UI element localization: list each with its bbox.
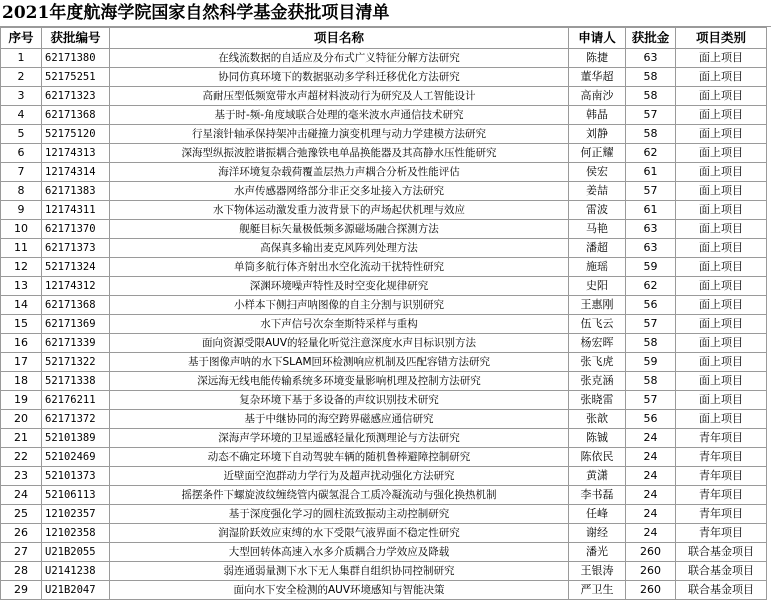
- cell-amount[interactable]: 61: [626, 163, 676, 182]
- table-row: [1, 258, 767, 277]
- table-row: [1, 182, 767, 201]
- table-row: [1, 163, 767, 182]
- table-row: [1, 49, 767, 68]
- cell-seq[interactable]: 5: [1, 125, 42, 144]
- cell-number[interactable]: 52171324: [42, 258, 110, 277]
- cell-name[interactable]: 在线流数据的自适应及分布式广义特征分解方法研究: [110, 49, 569, 68]
- table-row: [1, 429, 767, 448]
- cell-category[interactable]: 面上项目: [676, 220, 767, 239]
- cell-category[interactable]: 面上项目: [676, 410, 767, 429]
- cell-category[interactable]: 青年项目: [676, 486, 767, 505]
- cell-name[interactable]: 深海声学环境的卫星遥感轻量化预测理论与方法研究: [110, 429, 569, 448]
- cell-amount[interactable]: 62: [626, 277, 676, 296]
- cell-number[interactable]: 52106113: [42, 486, 110, 505]
- cell-name[interactable]: 深渊环境噪声特性及时空变化规律研究: [110, 277, 569, 296]
- cell-category[interactable]: 面上项目: [676, 125, 767, 144]
- cell-amount[interactable]: 58: [626, 372, 676, 391]
- cell-category[interactable]: 青年项目: [676, 505, 767, 524]
- table-row: [1, 87, 767, 106]
- cell-seq[interactable]: 2: [1, 68, 42, 87]
- table-row: [1, 410, 767, 429]
- cell-seq[interactable]: 1: [1, 49, 42, 68]
- cell-category[interactable]: 青年项目: [676, 467, 767, 486]
- header-number[interactable]: 获批编号: [42, 28, 110, 49]
- cell-amount[interactable]: 24: [626, 486, 676, 505]
- header-name[interactable]: 项目名称: [110, 28, 569, 49]
- cell-amount[interactable]: 24: [626, 505, 676, 524]
- cell-number[interactable]: 62171323: [42, 87, 110, 106]
- cell-amount[interactable]: 24: [626, 429, 676, 448]
- cell-amount[interactable]: 58: [626, 87, 676, 106]
- cell-number[interactable]: 12174312: [42, 277, 110, 296]
- cell-seq[interactable]: 24: [1, 486, 42, 505]
- table-row: [1, 220, 767, 239]
- cell-amount[interactable]: 59: [626, 353, 676, 372]
- header-applicant[interactable]: 申请人: [569, 28, 626, 49]
- cell-name[interactable]: 基于图像声呐的水下SLAM回环检测响应机制及匹配容错方法研究: [110, 353, 569, 372]
- table-row: [1, 372, 767, 391]
- cell-name[interactable]: 高耐压型低频宽带水声超材料波动行为研究及人工智能设计: [110, 87, 569, 106]
- cell-amount[interactable]: 63: [626, 220, 676, 239]
- cell-category[interactable]: 面上项目: [676, 277, 767, 296]
- cell-number[interactable]: 52175120: [42, 125, 110, 144]
- cell-seq[interactable]: 22: [1, 448, 42, 467]
- cell-seq[interactable]: 13: [1, 277, 42, 296]
- cell-number[interactable]: U21B2047: [42, 581, 110, 600]
- cell-category[interactable]: 面上项目: [676, 391, 767, 410]
- cell-applicant[interactable]: 史阳: [569, 277, 626, 296]
- cell-number[interactable]: 52175251: [42, 68, 110, 87]
- cell-number[interactable]: 62171368: [42, 296, 110, 315]
- table-row: [1, 353, 767, 372]
- cell-seq[interactable]: 25: [1, 505, 42, 524]
- cell-number[interactable]: U21B2055: [42, 543, 110, 562]
- cell-amount[interactable]: 57: [626, 391, 676, 410]
- cell-applicant[interactable]: 何正耀: [569, 144, 626, 163]
- cell-applicant[interactable]: 潘光: [569, 543, 626, 562]
- table-row: [1, 543, 767, 562]
- table-row: [1, 448, 767, 467]
- header-row: [1, 28, 767, 49]
- cell-category[interactable]: 面上项目: [676, 353, 767, 372]
- cell-number[interactable]: 12174314: [42, 163, 110, 182]
- cell-category[interactable]: 青年项目: [676, 524, 767, 543]
- cell-seq[interactable]: 17: [1, 353, 42, 372]
- table-row: [1, 315, 767, 334]
- cell-name[interactable]: 弱连通弱量测下水下无人集群自组织协同控制研究: [110, 562, 569, 581]
- cell-category[interactable]: 面上项目: [676, 163, 767, 182]
- cell-category[interactable]: 面上项目: [676, 182, 767, 201]
- cell-name[interactable]: 水下物体运动激发重力波背景下的声场起伏机理与效应: [110, 201, 569, 220]
- table-row: [1, 505, 767, 524]
- cell-applicant[interactable]: 张克涵: [569, 372, 626, 391]
- table-row: [1, 334, 767, 353]
- cell-name[interactable]: 行星滚针轴承保持架冲击碰撞力演变机理与动力学建模方法研究: [110, 125, 569, 144]
- header-category[interactable]: 项目类别: [676, 28, 767, 49]
- cell-name[interactable]: 协同仿真环境下的数据驱动多学科迁移优化方法研究: [110, 68, 569, 87]
- cell-number[interactable]: 52171322: [42, 353, 110, 372]
- cell-seq[interactable]: 16: [1, 334, 42, 353]
- cell-name[interactable]: 动态不确定环境下自动驾驶车辆的随机鲁棒避障控制研究: [110, 448, 569, 467]
- cell-name[interactable]: 复杂环境下基于多设备的声纹识别技术研究: [110, 391, 569, 410]
- cell-name[interactable]: 单筒多航行体齐射出水空化流动干扰特性研究: [110, 258, 569, 277]
- cell-name[interactable]: 深远海无线电能传输系统多环境变量影响机理及控制方法研究: [110, 372, 569, 391]
- table-row: [1, 486, 767, 505]
- cell-seq[interactable]: 7: [1, 163, 42, 182]
- cell-amount[interactable]: 63: [626, 49, 676, 68]
- table-row: [1, 391, 767, 410]
- cell-name[interactable]: 面向资源受限AUV的轻量化听觉注意深度水声目标识别方法: [110, 334, 569, 353]
- cell-name[interactable]: 面向水下安全检测的AUV环境感知与智能决策: [110, 581, 569, 600]
- cell-amount[interactable]: 57: [626, 106, 676, 125]
- cell-applicant[interactable]: 韩晶: [569, 106, 626, 125]
- cell-number[interactable]: 12102357: [42, 505, 110, 524]
- cell-category[interactable]: 面上项目: [676, 106, 767, 125]
- cell-applicant[interactable]: 马艳: [569, 220, 626, 239]
- cell-applicant[interactable]: 杨宏晖: [569, 334, 626, 353]
- cell-seq[interactable]: 10: [1, 220, 42, 239]
- cell-number[interactable]: 52171338: [42, 372, 110, 391]
- cell-applicant[interactable]: 王银涛: [569, 562, 626, 581]
- cell-number[interactable]: 12102358: [42, 524, 110, 543]
- cell-name[interactable]: 高保真多输出麦克风阵列处理方法: [110, 239, 569, 258]
- cell-applicant[interactable]: 高南沙: [569, 87, 626, 106]
- cell-amount[interactable]: 62: [626, 144, 676, 163]
- cell-category[interactable]: 面上项目: [676, 334, 767, 353]
- cell-applicant[interactable]: 张飞虎: [569, 353, 626, 372]
- cell-seq[interactable]: 9: [1, 201, 42, 220]
- cell-category[interactable]: 面上项目: [676, 144, 767, 163]
- cell-amount[interactable]: 24: [626, 524, 676, 543]
- cell-number[interactable]: 62171368: [42, 106, 110, 125]
- cell-category[interactable]: 面上项目: [676, 49, 767, 68]
- cell-category[interactable]: 联合基金项目: [676, 581, 767, 600]
- cell-seq[interactable]: 21: [1, 429, 42, 448]
- table-row: [1, 68, 767, 87]
- table-row: [1, 562, 767, 581]
- cell-applicant[interactable]: 施瑶: [569, 258, 626, 277]
- cell-seq[interactable]: 8: [1, 182, 42, 201]
- cell-seq[interactable]: 3: [1, 87, 42, 106]
- cell-name[interactable]: 舰艇目标矢量极低频多源磁场融合探测方法: [110, 220, 569, 239]
- cell-number[interactable]: 62171372: [42, 410, 110, 429]
- cell-amount[interactable]: 57: [626, 315, 676, 334]
- cell-number[interactable]: 62171369: [42, 315, 110, 334]
- cell-seq[interactable]: 6: [1, 144, 42, 163]
- cell-name[interactable]: 基于时-频-角度域联合处理的毫米波水声通信技术研究: [110, 106, 569, 125]
- cell-amount[interactable]: 61: [626, 201, 676, 220]
- cell-amount[interactable]: 59: [626, 258, 676, 277]
- cell-number[interactable]: 62171373: [42, 239, 110, 258]
- cell-amount[interactable]: 24: [626, 448, 676, 467]
- cell-category[interactable]: 面上项目: [676, 372, 767, 391]
- cell-amount[interactable]: 57: [626, 182, 676, 201]
- cell-category[interactable]: 青年项目: [676, 448, 767, 467]
- cell-amount[interactable]: 56: [626, 410, 676, 429]
- cell-name[interactable]: 深海型纵振波腔谐振耦合弛豫铁电单晶换能器及其高静水压性能研究: [110, 144, 569, 163]
- cell-amount[interactable]: 260: [626, 581, 676, 600]
- projects-table: [0, 27, 767, 600]
- cell-amount[interactable]: 58: [626, 68, 676, 87]
- cell-number[interactable]: U2141238: [42, 562, 110, 581]
- table-body: [1, 49, 767, 600]
- cell-applicant[interactable]: 潘超: [569, 239, 626, 258]
- cell-number[interactable]: 62171339: [42, 334, 110, 353]
- cell-name[interactable]: 水下声信号次奈奎斯特采样与重构: [110, 315, 569, 334]
- cell-category[interactable]: 面上项目: [676, 296, 767, 315]
- cell-amount[interactable]: 58: [626, 125, 676, 144]
- header-amount[interactable]: 获批金: [626, 28, 676, 49]
- cell-category[interactable]: 联合基金项目: [676, 543, 767, 562]
- table-row: [1, 125, 767, 144]
- cell-seq[interactable]: 11: [1, 239, 42, 258]
- cell-seq[interactable]: 29: [1, 581, 42, 600]
- cell-category[interactable]: 面上项目: [676, 87, 767, 106]
- cell-seq[interactable]: 19: [1, 391, 42, 410]
- cell-number[interactable]: 62171383: [42, 182, 110, 201]
- cell-applicant[interactable]: 谢经: [569, 524, 626, 543]
- cell-applicant[interactable]: 严卫生: [569, 581, 626, 600]
- cell-applicant[interactable]: 陈依民: [569, 448, 626, 467]
- cell-applicant[interactable]: 董华超: [569, 68, 626, 87]
- cell-applicant[interactable]: 雷波: [569, 201, 626, 220]
- header-seq[interactable]: 序号: [1, 28, 42, 49]
- cell-category[interactable]: 面上项目: [676, 258, 767, 277]
- cell-amount[interactable]: 63: [626, 239, 676, 258]
- cell-applicant[interactable]: 任峰: [569, 505, 626, 524]
- cell-applicant[interactable]: 张晓雷: [569, 391, 626, 410]
- cell-name[interactable]: 小样本下侧扫声呐图像的自主分割与识别研究: [110, 296, 569, 315]
- cell-category[interactable]: 面上项目: [676, 239, 767, 258]
- cell-applicant[interactable]: 张歆: [569, 410, 626, 429]
- cell-amount[interactable]: 56: [626, 296, 676, 315]
- cell-number[interactable]: 52102469: [42, 448, 110, 467]
- cell-number[interactable]: 62176211: [42, 391, 110, 410]
- cell-seq[interactable]: 14: [1, 296, 42, 315]
- cell-category[interactable]: 面上项目: [676, 68, 767, 87]
- table-row: [1, 106, 767, 125]
- cell-name[interactable]: 水声传感器网络部分非正交多址接入方法研究: [110, 182, 569, 201]
- cell-amount[interactable]: 260: [626, 543, 676, 562]
- sheet-title[interactable]: 2021年度航海学院国家自然科学基金获批项目清单: [0, 0, 771, 27]
- cell-seq[interactable]: 28: [1, 562, 42, 581]
- cell-seq[interactable]: 12: [1, 258, 42, 277]
- table-row: [1, 296, 767, 315]
- table-row: [1, 467, 767, 486]
- cell-number[interactable]: 12174311: [42, 201, 110, 220]
- cell-name[interactable]: 海洋环境复杂载荷覆盖层热力声耦合分析及性能评估: [110, 163, 569, 182]
- table-row: [1, 277, 767, 296]
- cell-name[interactable]: 近壁面空泡群动力学行为及超声扰动强化方法研究: [110, 467, 569, 486]
- cell-applicant[interactable]: 王惠刚: [569, 296, 626, 315]
- cell-seq[interactable]: 4: [1, 106, 42, 125]
- cell-number[interactable]: 12174313: [42, 144, 110, 163]
- cell-category[interactable]: 青年项目: [676, 429, 767, 448]
- cell-category[interactable]: 面上项目: [676, 315, 767, 334]
- cell-name[interactable]: 基于中继协同的海空跨界磁感应通信研究: [110, 410, 569, 429]
- cell-number[interactable]: 52101389: [42, 429, 110, 448]
- cell-amount[interactable]: 24: [626, 467, 676, 486]
- cell-number[interactable]: 62171370: [42, 220, 110, 239]
- cell-applicant[interactable]: 伍飞云: [569, 315, 626, 334]
- table-row: [1, 239, 767, 258]
- cell-number[interactable]: 62171380: [42, 49, 110, 68]
- cell-amount[interactable]: 58: [626, 334, 676, 353]
- table-row: [1, 144, 767, 163]
- cell-applicant[interactable]: 侯宏: [569, 163, 626, 182]
- cell-category[interactable]: 联合基金项目: [676, 562, 767, 581]
- cell-applicant[interactable]: 刘静: [569, 125, 626, 144]
- table-row: [1, 524, 767, 543]
- cell-seq[interactable]: 27: [1, 543, 42, 562]
- table-row: [1, 581, 767, 600]
- table-row: [1, 201, 767, 220]
- cell-seq[interactable]: 15: [1, 315, 42, 334]
- cell-seq[interactable]: 18: [1, 372, 42, 391]
- cell-name[interactable]: 基于深度强化学习的圆柱流致振动主动控制研究: [110, 505, 569, 524]
- cell-seq[interactable]: 26: [1, 524, 42, 543]
- cell-number[interactable]: 52101373: [42, 467, 110, 486]
- cell-category[interactable]: 面上项目: [676, 201, 767, 220]
- cell-name[interactable]: 摇摆条件下螺旋波纹缠绕管内碳氢混合工质冷凝流动与强化换热机制: [110, 486, 569, 505]
- cell-seq[interactable]: 23: [1, 467, 42, 486]
- cell-amount[interactable]: 260: [626, 562, 676, 581]
- cell-applicant[interactable]: 陈铖: [569, 429, 626, 448]
- cell-name[interactable]: 大型回转体高速入水多介质耦合力学效应及降载: [110, 543, 569, 562]
- cell-applicant[interactable]: 陈捷: [569, 49, 626, 68]
- cell-applicant[interactable]: 李书磊: [569, 486, 626, 505]
- cell-applicant[interactable]: 姜喆: [569, 182, 626, 201]
- cell-name[interactable]: 润湿阶跃效应束缚的水下受限气液界面不稳定性研究: [110, 524, 569, 543]
- cell-applicant[interactable]: 黄潇: [569, 467, 626, 486]
- cell-seq[interactable]: 20: [1, 410, 42, 429]
